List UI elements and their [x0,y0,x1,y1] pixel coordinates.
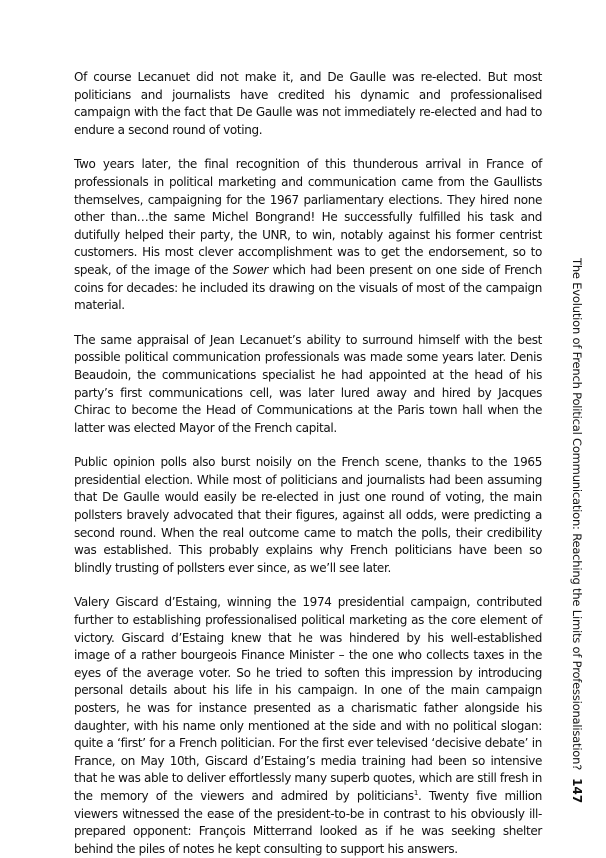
paragraph-text: Valery Giscard d’Estaing, winning the 1974 presidential campaign, contributed further to establishing professionalised political marketing as the core element of victory. Giscard d’Estaing knew that he was hindered by his well-established image of a rather bourgeois Finance Minister – the one who collects taxes in the eyes of the average voter. So he tried to soften this impression by introducing personal details about his life in his campaign. In one of the main campaign posters, he was for instance presented as a charismatic father alongside his daughter, with his name only mentioned at the side and with no political slogan: quite a ‘first’ for a French politician. For the first ever televised ‘decisive debate’ in France, on May 10th, Giscard d’Estaing’s media training had been so intensive that he was able to deliver effortlessly many superb quotes, which are still fresh in the memory of the viewers and admired by politicians [74,595,542,803]
paragraph-lecanuet-result: Of course Lecanuet did not make it, and De Gaulle was re-elected. But most politicians and journalists have credited his dynamic and professionalised campaign with the fact that De Gaulle was not immediately re-elected and had to endure a second round of voting. [74,70,542,137]
paragraph-text: which had been present on one side of French coins for decades: he included its drawing on the visuals of most of the campaign material. [74,262,542,313]
paragraph-giscard-1974 [74,594,542,858]
running-head [569,258,585,804]
paragraph-text: Two years later, the final recognition of this thunderous arrival in France of professionals in political marketing and communication came from the Gaullists themselves, campaigning for the 1967 parliamentary elections. They hired none other than…the same Michel Bongrand! He successfully fulfilled his task and dutifully helped their party, the UNR, to win, notably against his former centrist customers. His most clever accomplishment was to get the endorsement, so to speak, of the image of the [74,157,542,277]
body-text [74,69,542,858]
paragraph-text: . Twenty five million viewers witnessed the ease of the president-to-be in contrast to his obviously ill-prepared opponent: François Mitterrand looked as if he was seeking shelter behind the piles of notes he kept consulting to support his answers. [74,788,542,856]
page-number: 147 [570,778,584,804]
paragraph-opinion-polls: Public opinion polls also burst noisily on the French scene, thanks to the 1965 presidential election. While most of politicians and journalists had been assuming that De Gaulle would easily be re-elected in just one round of voting, the main pollsters bravely advocated that their figures, against all odds, were predicting a second round. When the real outcome came to match the polls, their credibility was established. This probably explains why French politicians have been so blindly trusting of pollsters ever since, as we’ll see later. [74,455,542,575]
footnote-marker[interactable]: 1 [413,788,418,797]
running-title: The Evolution of French Political Communication: Reaching the Limits of Professionalisation? [570,258,584,771]
paragraph-beaudoin: The same appraisal of Jean Lecanuet’s ability to surround himself with the best possible political communication professionals was made some years later. Denis Beaudoin, the communications specialist he had appointed at the head of his party’s first communications cell, was later lured away and hired by Jacques Chirac to become the Head of Communications at the Paris town hall when the latter was elected Mayor of the French capital. [74,332,542,435]
paragraph-gaullists-1967 [74,156,542,314]
italic-term: Sower [232,262,269,277]
